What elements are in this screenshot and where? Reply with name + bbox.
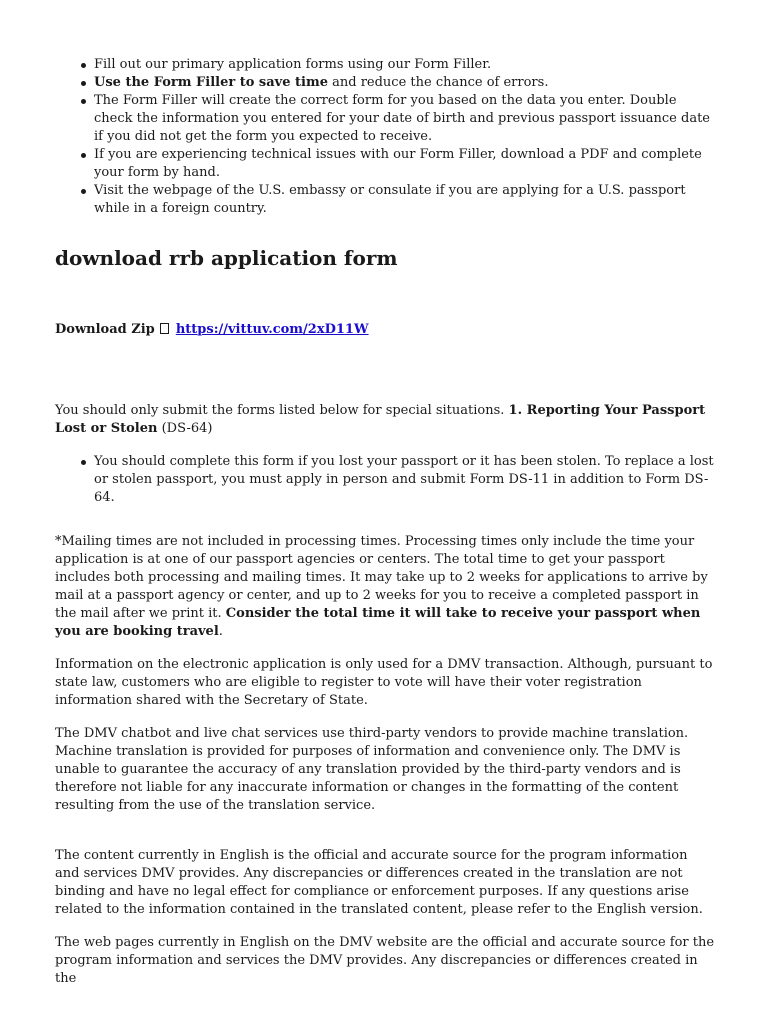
bold-phrase: Use the Form Filler to save time [94, 75, 328, 90]
web-pages-paragraph: The web pages currently in English on the DMV website are the official and accurate source for the program information and services the DMV provides. Any discrepancies or differences created in the [55, 935, 715, 986]
lost-stolen-list [55, 453, 715, 507]
english-content-paragraph: The content currently in English is the official and accurate source for the program information and services DMV provides. Any discrepancies or differences created in the translation are not binding and have no legal effect for compliance or enforcement purposes. If any questions arise related to the information contained in the translated content, please refer to the English version. [55, 848, 703, 917]
list-item: Fill out our primary application forms using our Form Filler. [94, 56, 715, 74]
electronic-application-paragraph: Information on the electronic application is only used for a DMV transaction. Although, pursuant to state law, customers who are eligible to register to vote will have their voter registration information shared with the Secretary of State. [55, 657, 713, 708]
arrow-icon [160, 323, 169, 334]
list-item: Use the Form Filler to save time and reduce the chance of errors. [94, 74, 715, 92]
bold-phrase: 1. Reporting Your Passport Lost or Stolen [55, 403, 706, 436]
page-heading: download rrb application form [55, 246, 398, 270]
download-line [55, 321, 715, 339]
bold-phrase: Consider the total time it will take to receive your passport when you are booking travel [55, 606, 701, 639]
list-item: If you are experiencing technical issues with our Form Filler, download a PDF and complete your form by hand. [94, 146, 715, 182]
download-link[interactable]: https://vittuv.com/2xD11W [175, 322, 369, 337]
list-item: The Form Filler will create the correct form for you based on the data you enter. Double check the information you entered for your date of birth and previous passport issuance date if you did not get the form you expected to receive. [94, 92, 715, 146]
special-situations-paragraph: You should only submit the forms listed below for special situations. 1. Reporting Your Passport Lost or Stolen (DS-64) [55, 403, 706, 436]
chatbot-paragraph: The DMV chatbot and live chat services use third-party vendors to provide machine translation. Machine translation is provided for purposes of information and convenience only. The DMV is unable to guarantee the accuracy of any translation provided by the third-party vendors and is therefore not liable for any inaccurate information or changes in the formatting of the content resulting from the use of the translation service. [55, 726, 689, 813]
form-filler-list [55, 56, 715, 218]
list-item: Visit the webpage of the U.S. embassy or consulate if you are applying for a U.S. passport while in a foreign country. [94, 182, 715, 218]
download-label: Download Zip [55, 322, 155, 337]
list-item: You should complete this form if you lost your passport or it has been stolen. To replace a lost or stolen passport, you must apply in person and submit Form DS-11 in addition to Form DS-64. [94, 454, 714, 505]
mailing-times-paragraph: *Mailing times are not included in processing times. Processing times only include the time your application is at one of our passport agencies or centers. The total time to get your passport includes both processing and mailing times. It may take up to 2 weeks for applications to arrive by mail at a passport agency or center, and up to 2 weeks for you to receive a completed passport in the mail after we print it. Consider the total time it will take to receive your passport when you are booking travel. [55, 534, 708, 639]
